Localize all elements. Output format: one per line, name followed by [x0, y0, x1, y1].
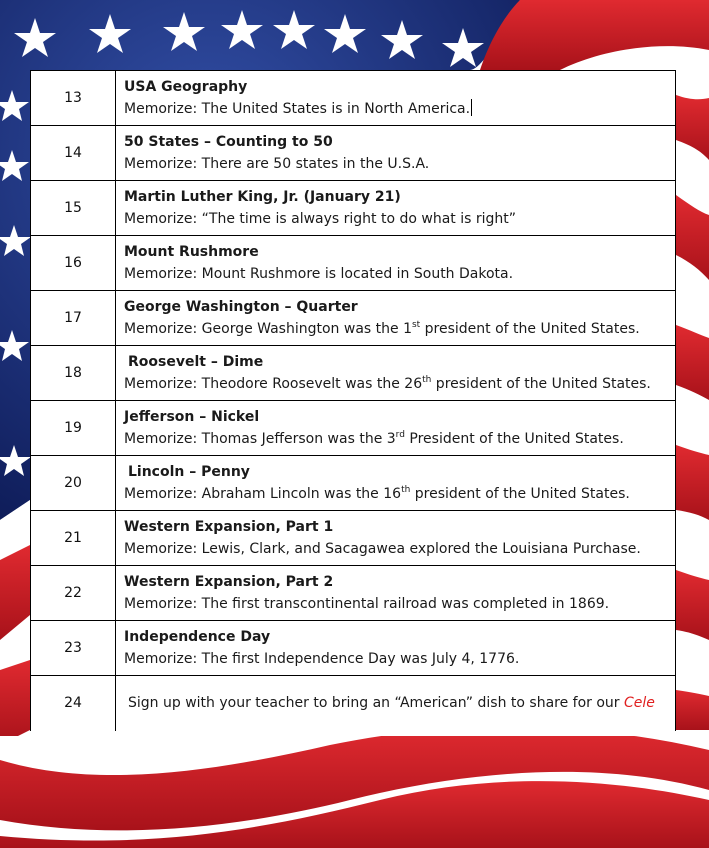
lesson-cell: [116, 236, 676, 291]
lesson-memo: [124, 483, 675, 505]
ordinal-suffix: th: [401, 485, 411, 495]
lesson-memo: [124, 98, 675, 120]
signup-text: Sign up with your teacher to bring an “American” dish to share for our: [128, 695, 625, 712]
memo-text: Memorize: George Washington was the 1: [124, 321, 412, 337]
lesson-cell: [116, 126, 676, 181]
table-row: [31, 126, 676, 181]
lesson-cell: [116, 346, 676, 401]
lesson-title: Mount Rushmore: [124, 244, 259, 260]
table-row: [31, 181, 676, 236]
lesson-cell: [116, 566, 676, 621]
lesson-memo: [124, 428, 675, 450]
lesson-cell: [116, 291, 676, 346]
table-row: [31, 236, 676, 291]
memo-text: Memorize: The United States is in North America.: [124, 101, 471, 117]
week-number: 15: [31, 181, 116, 236]
signup-highlight: Cele: [624, 695, 655, 712]
memo-text-end: President of the United States.: [404, 431, 624, 447]
lesson-memo: [124, 318, 675, 340]
week-number: 21: [31, 511, 116, 566]
week-number: 16: [31, 236, 116, 291]
signup-note: [124, 692, 675, 714]
ordinal-suffix: rd: [395, 430, 405, 440]
week-number: 13: [31, 71, 116, 126]
lesson-memo: Memorize: Lewis, Clark, and Sacagawea explored the Louisiana Purchase.: [124, 541, 641, 557]
lesson-cell: [116, 676, 676, 731]
memo-text-end: president of the United States.: [420, 321, 640, 337]
table-row: [31, 621, 676, 676]
lesson-title: Western Expansion, Part 1: [124, 519, 334, 535]
worksheet: [30, 70, 676, 736]
week-number: 17: [31, 291, 116, 346]
lesson-table: [30, 70, 676, 731]
ordinal-suffix: st: [411, 320, 421, 330]
table-row: [31, 346, 676, 401]
memo-text-end: president of the United States.: [431, 376, 651, 392]
week-number: 24: [31, 676, 116, 731]
lesson-title: Western Expansion, Part 2: [124, 574, 334, 590]
memo-text: Memorize: Theodore Roosevelt was the 26: [124, 376, 423, 392]
ordinal-suffix: th: [422, 375, 432, 385]
lesson-cell: [116, 71, 676, 126]
lesson-memo: Memorize: There are 50 states in the U.S.A.: [124, 156, 430, 172]
table-row: [31, 71, 676, 126]
table-row: [31, 566, 676, 621]
week-number: 23: [31, 621, 116, 676]
lesson-memo: Memorize: Mount Rushmore is located in South Dakota.: [124, 266, 514, 282]
lesson-memo: Memorize: The first Independence Day was July 4, 1776.: [124, 651, 520, 667]
table-row: [31, 676, 676, 731]
text-cursor: [471, 99, 472, 116]
lesson-title: Jefferson – Nickel: [124, 409, 260, 425]
lesson-title: Martin Luther King, Jr. (January 21): [124, 189, 401, 205]
memo-text: Memorize: Thomas Jefferson was the 3: [124, 431, 396, 447]
lesson-memo: [124, 373, 675, 395]
lesson-title: Roosevelt – Dime: [128, 354, 264, 370]
lesson-title: 50 States – Counting to 50: [124, 134, 333, 150]
lesson-memo: Memorize: The first transcontinental railroad was completed in 1869.: [124, 596, 610, 612]
week-number: 19: [31, 401, 116, 456]
week-number: 18: [31, 346, 116, 401]
memo-text: Memorize: Abraham Lincoln was the 16: [124, 486, 402, 502]
lesson-title: Lincoln – Penny: [128, 464, 250, 480]
lesson-cell: [116, 181, 676, 236]
lesson-memo: Memorize: “The time is always right to do what is right”: [124, 211, 517, 227]
table-row: [31, 456, 676, 511]
lesson-title: Independence Day: [124, 629, 271, 645]
lesson-title: USA Geography: [124, 79, 248, 95]
lesson-cell: [116, 456, 676, 511]
lesson-cell: [116, 511, 676, 566]
table-row: [31, 291, 676, 346]
table-row: [31, 401, 676, 456]
week-number: 20: [31, 456, 116, 511]
memo-text-end: president of the United States.: [410, 486, 630, 502]
week-number: 22: [31, 566, 116, 621]
week-number: 14: [31, 126, 116, 181]
lesson-title: George Washington – Quarter: [124, 299, 358, 315]
table-row: [31, 511, 676, 566]
lesson-cell: [116, 621, 676, 676]
lesson-cell: [116, 401, 676, 456]
